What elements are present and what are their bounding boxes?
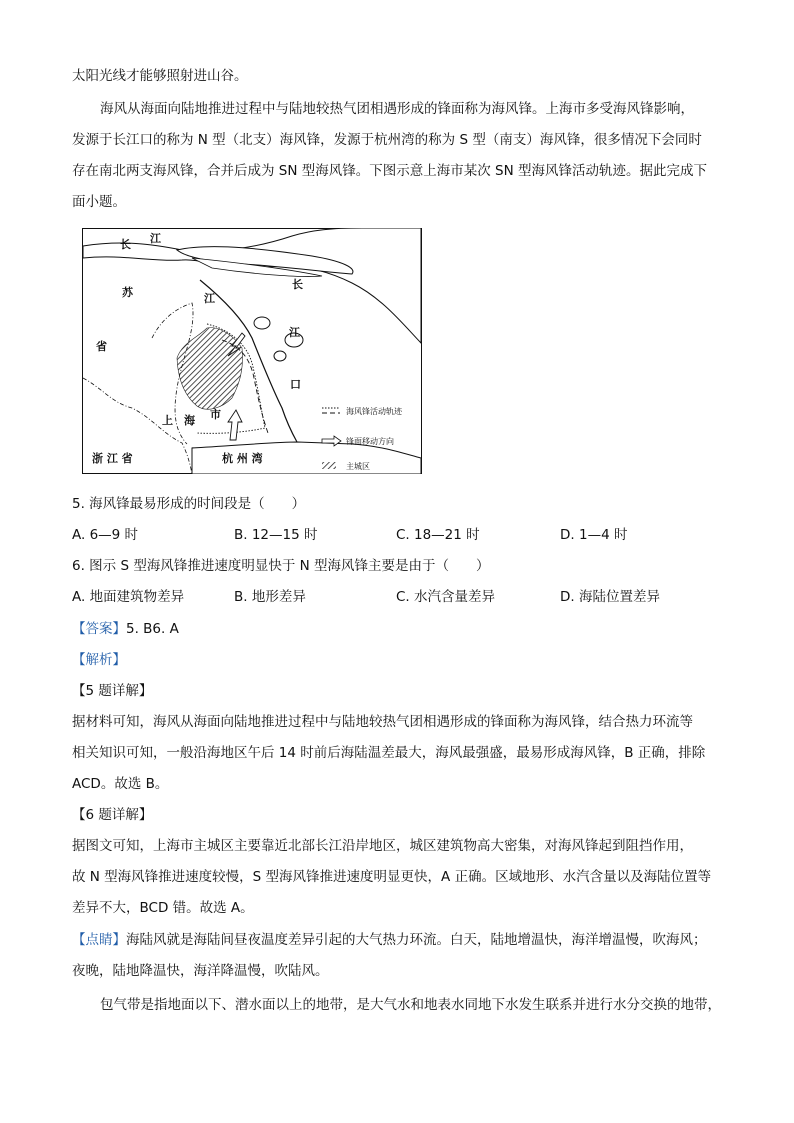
q6-stem: 6. 图示 S 型海风锋推进速度明显快于 N 型海风锋主要是由于（ ） (72, 558, 490, 574)
q6-option-a[interactable]: A. 地面建筑物差异 (72, 589, 185, 605)
detail5-tag: 【5 题详解】 (72, 683, 153, 699)
legend-track-label: 海风锋活动轨迹 (346, 407, 402, 416)
intro-line-1: 海风从海面向陆地推进过程中与陆地较热气团相遇形成的锋面称为海风锋。上海市多受海风锋影响， (100, 101, 694, 117)
answer-line (72, 619, 732, 639)
label-hai: 海 (184, 414, 195, 427)
detail5-line-1: 据材料可知，海风从海面向陆地推进过程中与陆地较热气团相遇形成的锋面称为海风锋，结合热力环流等 (72, 714, 693, 730)
label-jiang-3: 江 (289, 326, 300, 339)
tip-line-2: 夜晚，陆地降温快，海洋降温慢，吹陆风。 (72, 963, 329, 979)
detail6-line-3: 差异不大，BCD 错。故选 A。 (72, 900, 254, 916)
q5-option-b[interactable]: B. 12—15 时 (234, 527, 318, 543)
detail5-line-3: ACD。故选 B。 (72, 776, 169, 792)
q5-option-d[interactable]: D. 1—4 时 (560, 527, 628, 543)
q6-option-c[interactable]: C. 水汽含量差异 (396, 589, 496, 605)
label-kou: 口 (290, 378, 301, 391)
intro-line-2: 发源于长江口的称为 N 型（北支）海风锋，发源于杭州湾的称为 S 型（南支）海风锋，很多情况下会同时 (72, 132, 702, 148)
legend-urban-label: 主城区 (346, 462, 370, 471)
label-shang: 上 (162, 414, 173, 427)
intro-line-3: 存在南北两支海风锋，合并后成为 SN 型海风锋。下图示意上海市某次 SN 型海风锋活动轨迹。据此完成下 (72, 163, 707, 179)
legend-urban-symbol (322, 462, 336, 469)
q5-stem: 5. 海风锋最易形成的时间段是（ ） (72, 496, 306, 512)
answer-text: 5. B6. A (126, 621, 179, 637)
tip-tag: 【点睛】 (72, 932, 126, 948)
shanghai-sea-breeze-front-map (82, 228, 422, 474)
detail6-line-2: 故 N 型海风锋推进速度较慢，S 型海风锋推进速度明显更快，A 正确。区域地形、水汽含量以及海陆位置等 (72, 869, 712, 885)
tip-text-1: 海陆风就是海陆间昼夜温度差异引起的大气热力环流。白天，陆地增温快，海洋增温慢，吹海风； (126, 932, 707, 948)
label-su: 苏 (122, 286, 133, 299)
small-island-1 (254, 317, 270, 329)
analysis-tag: 【解析】 (72, 652, 126, 668)
label-hangzhouwan: 杭 州 湾 (222, 452, 263, 465)
label-shi: 市 (210, 408, 221, 421)
next-passage-line-1: 包气带是指地面以下、潜水面以上的地带，是大气水和地表水同地下水发生联系并进行水分交换的地带， (100, 997, 721, 1013)
detail5-line-2: 相关知识可知，一般沿海地区午后 14 时前后海陆温差最大，海风最强盛，最易形成海风锋，B 正确，排除 (72, 745, 706, 761)
tip-line-1 (72, 930, 732, 950)
q6-option-d[interactable]: D. 海陆位置差异 (560, 589, 660, 605)
legend-direction-label: 锋面移动方向 (346, 437, 394, 446)
label-jiang-2: 江 (204, 292, 215, 305)
label-zhejiang: 浙 江 省 (92, 452, 133, 465)
answer-tag: 【答案】 (72, 621, 126, 637)
label-sheng: 省 (96, 340, 107, 353)
small-island-3 (274, 351, 286, 361)
label-jiang-1: 江 (150, 232, 161, 245)
q5-option-a[interactable]: A. 6—9 时 (72, 527, 139, 543)
detail6-tag: 【6 题详解】 (72, 807, 153, 823)
intro-line-0: 太阳光线才能够照射进山谷。 (72, 68, 248, 84)
q5-option-c[interactable]: C. 18—21 时 (396, 527, 480, 543)
q6-option-b[interactable]: B. 地形差异 (234, 589, 306, 605)
detail6-line-1: 据图文可知，上海市主城区主要靠近北部长江沿岸地区，城区建筑物高大密集，对海风锋起到阻挡作用， (72, 838, 693, 854)
label-chang-2: 长 (292, 278, 303, 291)
label-chang-1: 长 (120, 238, 131, 251)
intro-line-4: 面小题。 (72, 194, 126, 210)
